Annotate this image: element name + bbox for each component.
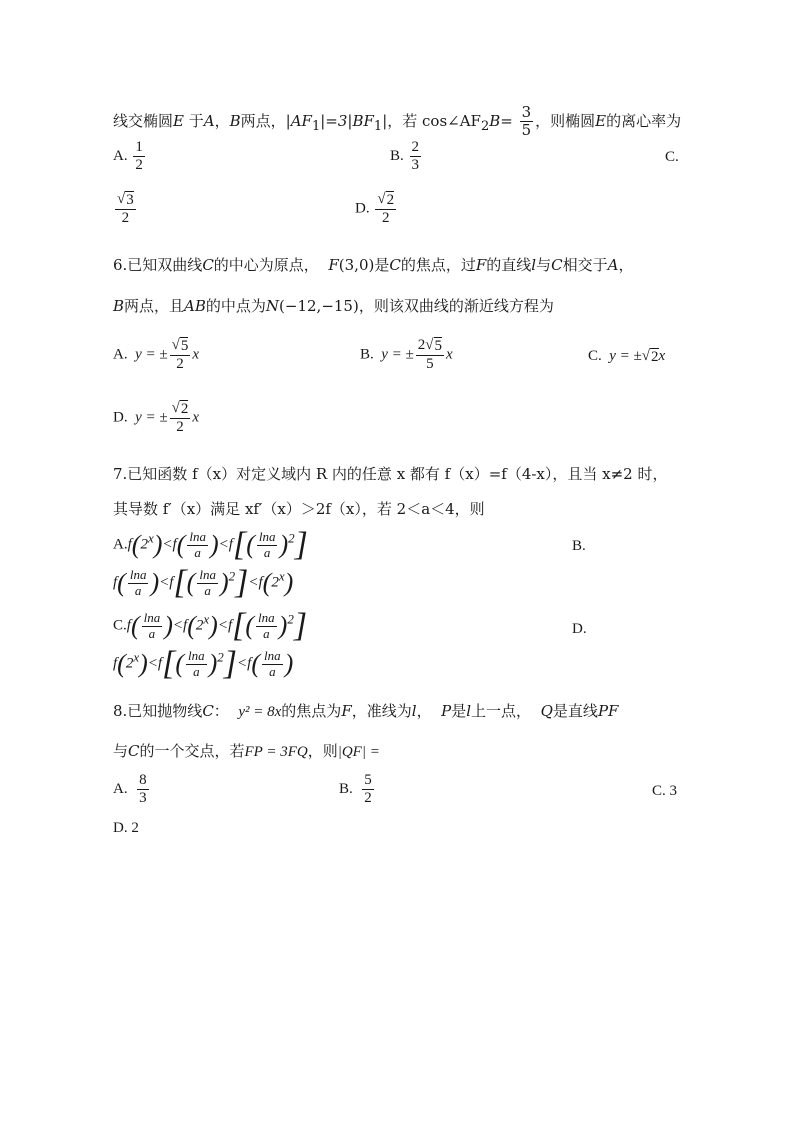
q5-option-c-value: √ 3 2 [117,191,134,227]
q8-option-c[interactable]: C. 3 [652,783,678,799]
q5-option-c-label[interactable]: C. [665,149,679,165]
q7-option-c[interactable]: C.f( $\frac{\ln a}{a}$ )$<f(2^x)<f$[( $\frac{\ln a}{a}$ )$^2$] [113,607,308,644]
q6-option-a[interactable]: A. y = ± √ 5 2 x [113,337,200,373]
q8-option-b[interactable]: B. $\frac{5}{2}$ [339,772,372,807]
q7-option-d-value: $f(2^x)<f$[( $\frac{\ln a}{a}$ )$^2$]<f( $\frac{\ln a}{a}$ ) [113,645,294,682]
q7-stem-line2: 其导数 f′（x）满足 xf′（x）＞2f（x），若 2＜a＜4，则 [113,500,485,518]
q7-option-b-value: f( $\frac{\ln a}{a}$ )<f[( $\frac{\ln a}{a}$ )$^2]<f(2^x)$ [113,564,294,601]
q6-stem-line1: 6.已知双曲线C的中心为原点， F(3,0)是C的焦点，过F的直线l与C相交于A， [113,256,634,274]
q8-option-d[interactable]: D. 2 [113,820,139,836]
q8-stem-line2: 与C的一个交点，若FP = 3FQ，则|QF| = [113,742,380,760]
q8-stem-line1: 8.已知抛物线C： y² = 8x的焦点为F，准线为l， P是l上一点， Q是直线PF [113,702,619,720]
q5-option-a[interactable]: A. $\frac{1}{2}$ [113,139,143,174]
q7-option-b-label[interactable]: B. [572,538,586,554]
q7-option-d-label[interactable]: D. [572,621,587,637]
q5-option-b[interactable]: B. $\frac{2}{3}$ [390,139,420,174]
q5-stem: 线交椭圆E 于A，B两点，$|AF_1|=3|BF_1|$，若 $\cos\angle AF_2B=$ $\frac{3}{5}$ ，则椭圆E的离心率为 [113,103,682,140]
q7-stem-line1: 7.已知函数 f（x）对定义域内 R 内的任意 x 都有 f（x）=f（4-x），且当 x≠2 时， [113,465,668,483]
q6-stem-line2: B两点，且AB的中点为N(−12,−15)，则该双曲线的渐近线方程为 [113,297,554,315]
q8-option-a[interactable]: A. $\frac{8}{3}$ [113,772,147,807]
q6-option-b[interactable]: B. y = ± 2√ 5 5 x [360,337,453,373]
q6-option-c[interactable]: C. y = ±√ 2 x [588,348,666,365]
q7-option-a[interactable]: $A.f(2^x)<f$( $\frac{\ln a}{a}$ )<f[( $\frac{\ln a}{a}$ )$^2$] [113,526,308,563]
q5-option-d[interactable]: D. √ 2 2 [355,191,395,227]
q6-option-d[interactable]: D. y = ± √ 2 2 x [113,400,200,436]
q5-fraction: $\frac{3}{5}$ [521,103,532,140]
